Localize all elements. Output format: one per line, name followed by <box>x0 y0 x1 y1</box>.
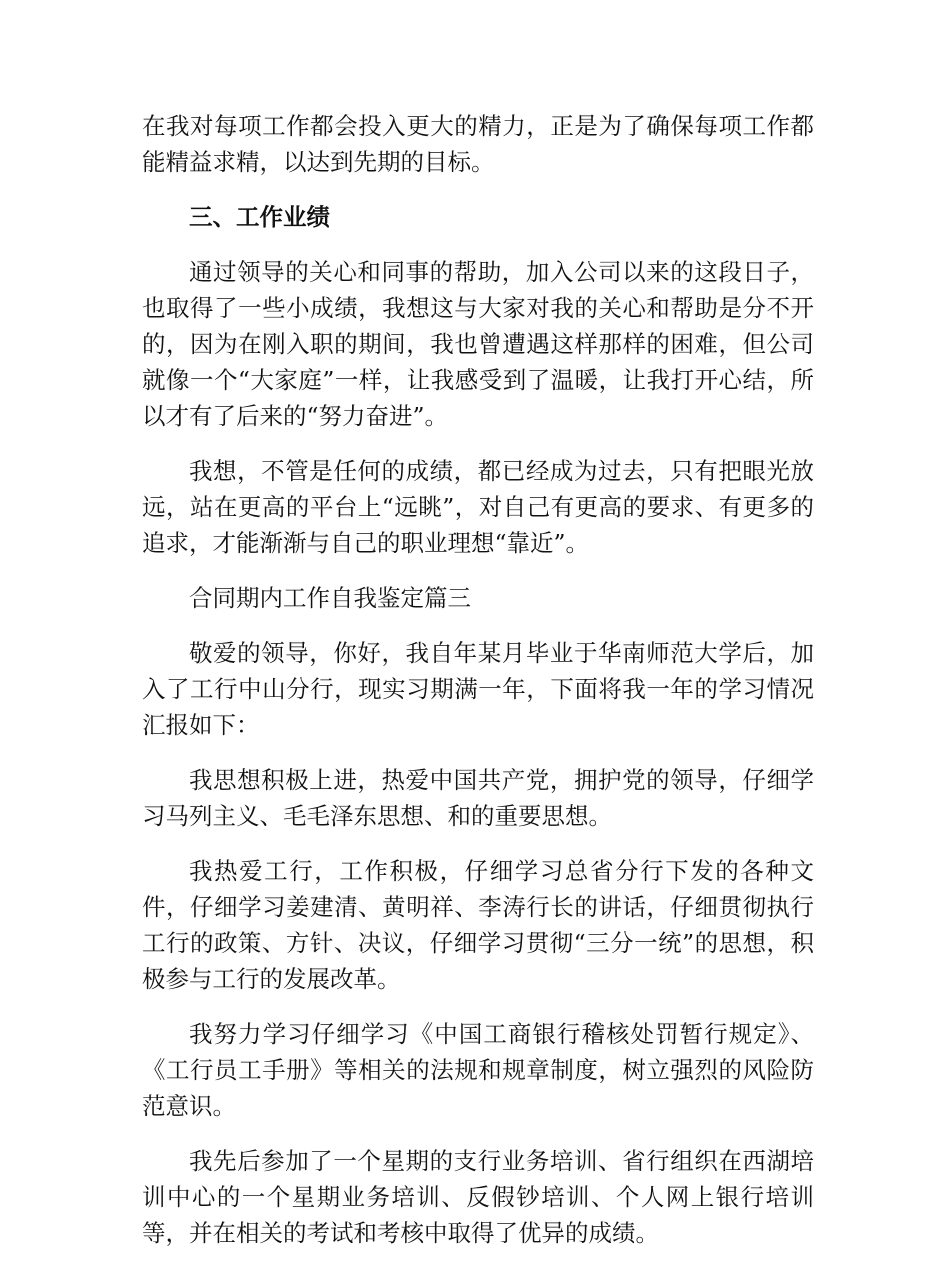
document-body <box>142 108 814 1270</box>
paragraph: 通过领导的关心和同事的帮助，加入公司以来的这段日子，也取得了一些小成绩，我想这与大家对我的关心和帮助是分不开的，因为在刚入职的期间，我也曾遭遇这样那样的困难，但公司就像一个“大家庭”一样，让我感受到了温暖，让我打开心结，所以才有了后来的“努力奋进”。 <box>142 258 814 430</box>
section-heading-work-achievements: 三、工作业绩 <box>189 203 330 231</box>
paragraph: 我努力学习仔细学习《中国工商银行稽核处罚暂行规定》、《工行员工手册》等相关的法规和规章制度，树立强烈的风险防范意识。 <box>142 1020 814 1120</box>
paragraph-continuation: 在我对每项工作都会投入更大的精力，正是为了确保每项工作都能精益求精，以达到先期的目标。 <box>142 112 814 176</box>
paragraph: 我思想积极上进，热爱中国共产党，拥护党的领导，仔细学习马列主义、毛毛泽东思想、和的重要思想。 <box>142 766 814 830</box>
paragraph: 我热爱工行，工作积极，仔细学习总省分行下发的各种文件，仔细学习姜建清、黄明祥、李涛行长的讲话，仔细贯彻执行工行的政策、方针、决议，仔细学习贯彻“三分一统”的思想，积极参与工行的发展改革。 <box>142 857 814 993</box>
article-title: 合同期内工作自我鉴定篇三 <box>189 584 471 612</box>
paragraph: 我先后参加了一个星期的支行业务培训、省行组织在西湖培训中心的一个星期业务培训、反假钞培训、个人网上银行培训等，并在相关的考试和考核中取得了优异的成绩。 <box>142 1147 814 1247</box>
paragraph: 敬爱的领导，你好，我自年某月毕业于华南师范大学后，加入了工行中山分行，现实习期满一年，下面将我一年的学习情况汇报如下： <box>142 639 814 739</box>
paragraph: 我想，不管是任何的成绩，都已经成为过去，只有把眼光放远，站在更高的平台上“远眺”，对自己有更高的要求、有更多的追求，才能渐渐与自己的职业理想“靠近”。 <box>142 457 814 557</box>
